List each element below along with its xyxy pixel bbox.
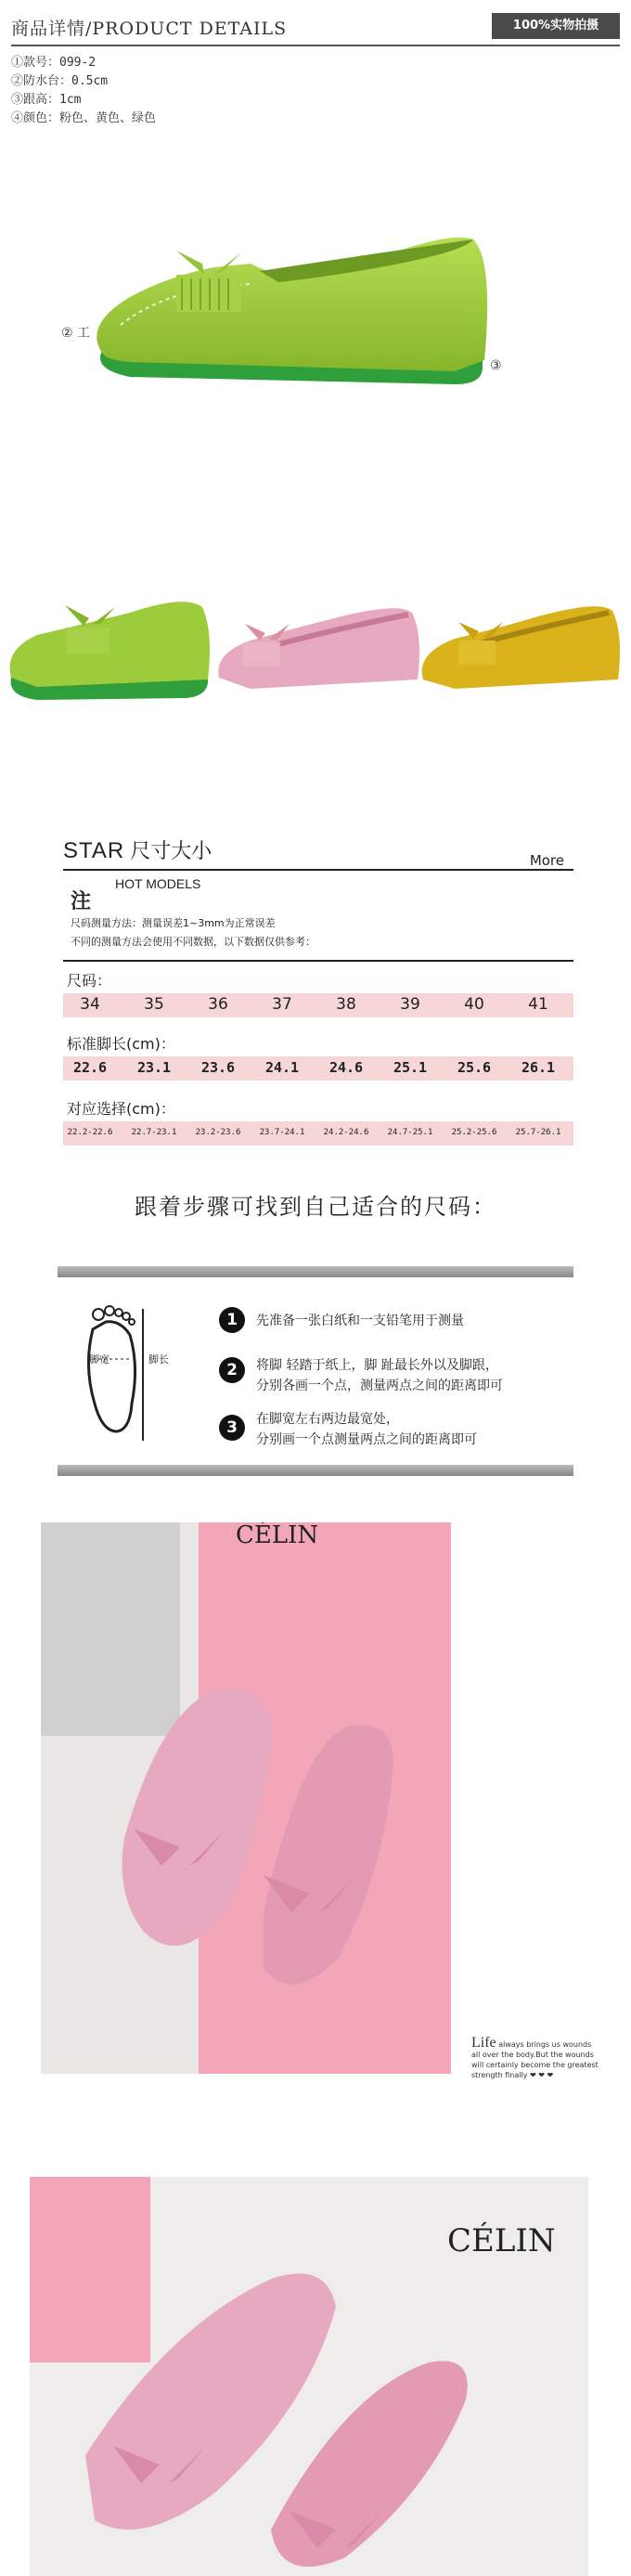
foot-width-label: 脚宽: [89, 1353, 109, 1366]
spec-colors: ④颜色：粉色、黄色、绿色: [11, 111, 157, 125]
pink-shoe: [218, 608, 419, 689]
foot-length-cell: 23.6: [200, 1059, 236, 1076]
steps-top-bar: [58, 1266, 573, 1277]
range-cell: 25.2-25.6: [451, 1128, 497, 1137]
step-text: 将脚 轻踏于纸上，脚 趾最长外以及脚跟，: [256, 1358, 498, 1373]
heart-icons: ❤ ❤ ❤: [529, 2071, 554, 2079]
foot-length-cell: 25.6: [457, 1059, 492, 1076]
green-shoe: [10, 602, 210, 700]
size-cell: 36: [208, 995, 228, 1014]
foot-length-cell: 24.6: [328, 1059, 364, 1076]
step-text-line2: 分别画一个点测量两点之间的距离即可: [256, 1432, 477, 1447]
spec-model: ①款号：099-2: [11, 56, 97, 70]
brand-name: STAR: [63, 838, 125, 863]
step-text-line2: 分别各画一个点，测量两点之间的距离即可: [256, 1379, 503, 1393]
note-line-1: 尺码测量方法：测量误差1~3mm为正常误差: [71, 917, 276, 929]
green-shoe-side-image: [65, 186, 547, 427]
platform-annotation: ② 工: [61, 326, 91, 341]
range-cell: 25.7-26.1: [515, 1128, 561, 1137]
chart-top-divider: [63, 869, 573, 871]
pink-shoes-photo-1: [41, 1522, 451, 2074]
step-text: 先准备一张白纸和一支铅笔用于测量: [256, 1314, 464, 1328]
brand-cn: 尺寸大小: [130, 839, 212, 862]
foot-length-label: 标准脚长(cm)：: [67, 1035, 175, 1053]
heel-annotation: ③: [490, 358, 502, 373]
life-line4: strength finally: [471, 2071, 528, 2079]
foot-length-cell: 25.1: [393, 1059, 428, 1076]
steps-title: 跟着步骤可找到自己适合的尺码：: [135, 1194, 496, 1220]
note-line-2: 不同的测量方法会使用不同数据，以下数据仅供参考：: [71, 936, 316, 948]
step-number: 3: [219, 1415, 245, 1441]
life-line1: always brings us wounds: [498, 2040, 592, 2049]
life-quote: [471, 2035, 599, 2080]
steps-bottom-bar: [58, 1465, 573, 1476]
page-header: [11, 13, 620, 41]
chart-brand: [63, 835, 212, 864]
foot-length-cell: 22.6: [72, 1059, 108, 1076]
foot-length-cell: 26.1: [521, 1059, 556, 1076]
range-cell: 24.7-25.1: [387, 1128, 433, 1137]
size-cell: 34: [80, 995, 100, 1014]
chart-divider: [63, 960, 573, 962]
step-number: 2: [219, 1357, 245, 1383]
foot-outline-icon: [65, 1301, 186, 1441]
three-color-shoes-image: [0, 557, 631, 724]
size-cell: 40: [464, 995, 484, 1014]
life-line2: all over the body.But the wounds: [471, 2051, 594, 2059]
range-cell: 23.2-23.6: [195, 1128, 241, 1137]
real-photo-badge: 100%实物拍摄: [492, 13, 620, 39]
header-divider: [11, 45, 620, 46]
step-text: 在脚宽左右两边最宽处，: [256, 1412, 399, 1427]
yellow-shoe: [422, 606, 620, 689]
foot-length-label-diagram: 脚长: [148, 1353, 169, 1366]
note-title: 注: [71, 890, 92, 913]
spec-platform: ②防水台：0.5cm: [11, 74, 109, 88]
spec-heel: ③跟高：1cm: [11, 93, 82, 107]
hot-models-label: HOT MODELS: [115, 876, 201, 891]
photo2-sign: CÉLIN: [447, 2222, 556, 2259]
size-cell: 39: [400, 995, 420, 1014]
pink-shoes-photo-2: [30, 2177, 588, 2576]
size-cell: 41: [528, 995, 548, 1014]
step-number: 1: [219, 1307, 245, 1333]
size-cell: 35: [144, 995, 164, 1014]
more-link[interactable]: More: [529, 852, 564, 869]
range-cell: 22.2-22.6: [67, 1128, 113, 1137]
foot-length-cell: 23.1: [136, 1059, 172, 1076]
size-cell: 37: [272, 995, 292, 1014]
foot-length-cell: 24.1: [264, 1059, 300, 1076]
range-cell: 24.2-24.6: [323, 1128, 369, 1137]
photo1-sign: CÉLIN: [236, 1522, 319, 1549]
size-row-label: 尺码：: [67, 972, 112, 990]
page-title: 商品详情/PRODUCT DETAILS: [11, 19, 288, 39]
life-title: Life: [471, 2035, 496, 2051]
life-line3: will certainly become the greatest: [471, 2061, 599, 2069]
spec-list: [11, 54, 156, 128]
range-label: 对应选择(cm)：: [67, 1100, 175, 1118]
range-cell: 22.7-23.1: [131, 1128, 177, 1137]
size-cell: 38: [336, 995, 356, 1014]
range-cell: 23.7-24.1: [259, 1128, 305, 1137]
